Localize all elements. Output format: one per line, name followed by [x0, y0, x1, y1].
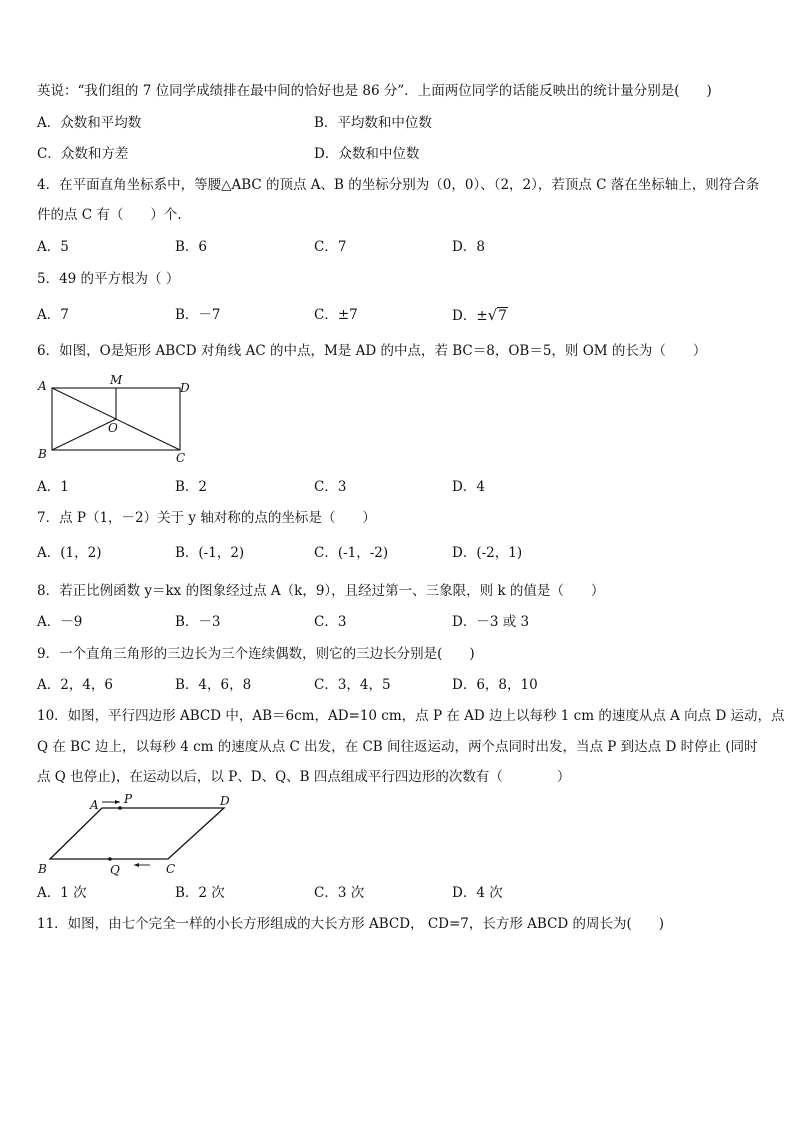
q6-stem: 6．如图，O是矩形 ABCD 对角线 AC 的中点，M是 AD 的中点，若 BC＝8，OB＝5，则 OM 的长为（ ）: [37, 343, 707, 359]
q4-stem-line1: 4．在平面直角坐标系中，等腰△ABC 的顶点 A、B 的坐标分别为（0，0）、（2，2），若顶点 C 落在坐标轴上，则符合条: [37, 177, 760, 193]
q4-option-c[interactable]: C．7: [314, 239, 347, 255]
q10-stem-line1: 10．如图，平行四边形 ABCD 中，AB＝6cm，AD=10 cm，点 P 在 AD 边上以每秒 1 cm 的速度从点 A 向点 D 运动，点: [37, 708, 785, 724]
q7-option-a[interactable]: A．(1，2): [37, 545, 102, 561]
q9-stem: 9．一个直角三角形的三边长为三个连续偶数，则它的三边长分别是( ): [37, 646, 475, 662]
q3-option-a[interactable]: A．众数和平均数: [37, 115, 142, 131]
label-q: Q: [110, 863, 120, 877]
arrow-q-head: [134, 863, 139, 867]
q4-stem-line2: 件的点 C 有（ ）个.: [37, 207, 182, 223]
label-a: A: [90, 798, 99, 812]
q10-stem-line3: 点 Q 也停止)，在运动以后，以 P、D、Q、B 四点组成平行四边形的次数有（ ）: [37, 769, 571, 785]
q6-option-b[interactable]: B．2: [175, 479, 208, 495]
q9-option-d[interactable]: D．6，8，10: [452, 677, 538, 693]
segment-bo: [52, 419, 116, 450]
rectangle-figure: [34, 372, 194, 464]
q6-option-d[interactable]: D．4: [452, 479, 485, 495]
q7-stem: 7．点 P（1，－2）关于 y 轴对称的点的坐标是（ ）: [37, 510, 376, 526]
q3-stem: 英说：“我们组的 7 位同学成绩排在最中间的恰好也是 86 分”．上面两位同学的话能反映出的统计量分别是( ): [37, 83, 712, 99]
q5-option-d[interactable]: [452, 306, 508, 325]
point-p: [118, 806, 122, 810]
q3-option-d[interactable]: D．众数和中位数: [314, 146, 420, 162]
q11-stem: 11．如图，由七个完全一样的小长方形组成的大长方形 ABCD， CD=7，长方形 ABCD 的周长为( ): [37, 916, 665, 932]
q8-option-d[interactable]: D．－3 或 3: [452, 614, 530, 630]
q7-option-d[interactable]: D．(-2，1): [452, 545, 523, 561]
parallelogram-abcd: [50, 808, 224, 859]
q5-option-d-label: D．±: [452, 308, 488, 324]
q8-option-b[interactable]: B．－3: [175, 614, 221, 630]
q7-option-b[interactable]: B．(-1，2): [175, 545, 245, 561]
arrow-p-head: [115, 800, 120, 804]
label-c: C: [166, 862, 176, 876]
q5-option-c[interactable]: C．±7: [314, 307, 358, 323]
q10-option-b[interactable]: B．2 次: [175, 885, 225, 901]
q10-option-a[interactable]: A．1 次: [37, 885, 87, 901]
q9-option-c[interactable]: C．3，4，5: [314, 677, 391, 693]
q5-stem: 5．49 的平方根为（ ）: [37, 271, 180, 287]
q4-option-b[interactable]: B．6: [175, 239, 208, 255]
label-b: B: [38, 447, 47, 461]
sqrt-radicand: 7: [498, 308, 507, 324]
q6-option-a[interactable]: A．1: [37, 479, 69, 495]
q10-option-c[interactable]: C．3 次: [314, 885, 365, 901]
q9-option-b[interactable]: B．4，6，8: [175, 677, 252, 693]
q5-option-b[interactable]: B．－7: [175, 307, 221, 323]
q6-option-c[interactable]: C．3: [314, 479, 347, 495]
label-m: M: [110, 373, 123, 387]
label-a: A: [38, 379, 47, 393]
label-c: C: [176, 451, 186, 464]
q9-option-a[interactable]: A．2，4，6: [37, 677, 114, 693]
label-d: D: [180, 381, 190, 395]
q8-stem: 8．若正比例函数 y＝kx 的图象经过点 A（k，9），且经过第一、三象限，则 k 的值是（ ）: [37, 583, 605, 599]
q4-option-d[interactable]: D．8: [452, 239, 485, 255]
q10-stem-line2: Q 在 BC 边上，以每秒 4 cm 的速度从点 C 出发，在 CB 间往返运动，两个点同时出发，当点 P 到达点 D 时停止 (同时: [37, 739, 758, 755]
label-b: B: [38, 862, 47, 876]
parallelogram-figure: [36, 792, 246, 878]
q7-option-c[interactable]: C．(-1，-2): [314, 545, 389, 561]
q10-option-d[interactable]: D．4 次: [452, 885, 503, 901]
q3-option-c[interactable]: C．众数和方差: [37, 146, 129, 162]
q8-option-c[interactable]: C．3: [314, 614, 347, 630]
sqrt-symbol: √7: [487, 306, 507, 324]
label-o: O: [108, 421, 118, 435]
q4-option-a[interactable]: A．5: [37, 239, 69, 255]
q8-option-a[interactable]: A．－9: [37, 614, 83, 630]
q5-option-a[interactable]: A．7: [37, 307, 69, 323]
label-d: D: [220, 794, 230, 808]
point-q: [108, 857, 112, 861]
q3-option-b[interactable]: B．平均数和中位数: [314, 115, 432, 131]
label-p: P: [124, 792, 133, 806]
